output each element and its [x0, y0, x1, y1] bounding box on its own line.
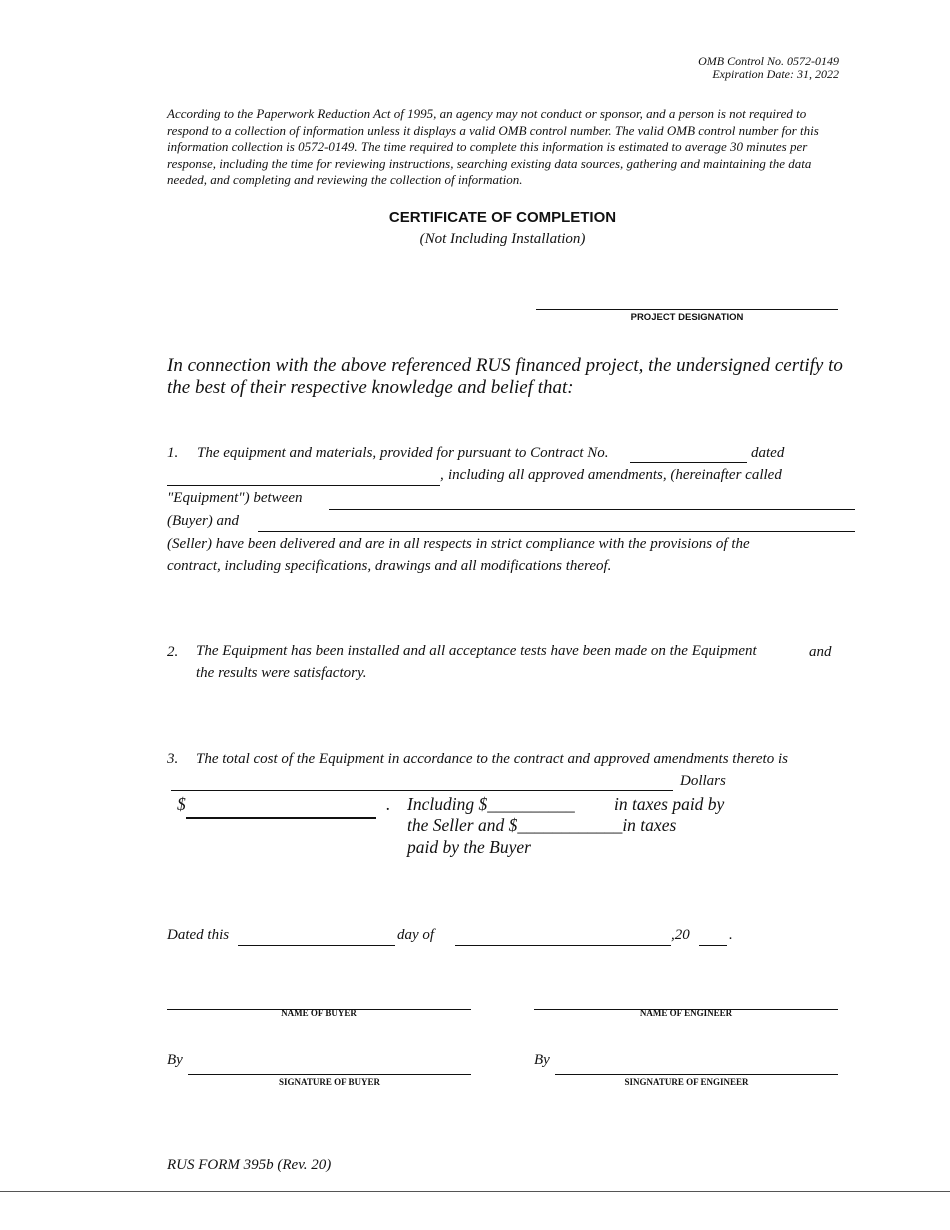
engineer-by-label: By	[534, 1052, 550, 1068]
item1-comma: ,	[440, 467, 444, 483]
year-field[interactable]	[699, 945, 727, 946]
buyer-signature-line[interactable]	[188, 1074, 471, 1075]
buyer-by-label: By	[167, 1052, 183, 1068]
name-of-engineer-label: NAME OF ENGINEER	[639, 1008, 733, 1018]
item2-number: 2.	[167, 644, 179, 660]
item3-seller-buyer-tax: the Seller and $____________in taxes	[407, 815, 677, 835]
item2-and: and	[809, 644, 832, 660]
dated-this-label: Dated this	[167, 927, 230, 943]
item3-number: 3.	[167, 751, 179, 767]
year-prefix-label: ,20	[671, 927, 690, 943]
contract-number-field[interactable]	[630, 462, 747, 463]
item3-paid-by-buyer: paid by the Buyer	[407, 837, 531, 857]
expiration-date: Expiration Date: 31, 2022	[712, 67, 839, 81]
page-subtitle: (Not Including Installation)	[419, 231, 586, 247]
item3-period: .	[386, 794, 391, 814]
item2-text-results: the results were satisfactory.	[196, 665, 367, 681]
item1-number: 1.	[167, 445, 179, 461]
contract-date-field[interactable]	[167, 485, 440, 486]
project-designation-field[interactable]	[536, 309, 838, 310]
project-designation-label: PROJECT DESIGNATION	[630, 312, 744, 323]
dated-period: .	[729, 927, 733, 943]
total-cost-amount-field[interactable]	[186, 817, 376, 819]
item3-including-seller-tax: Including $__________	[407, 794, 575, 814]
engineer-signature-line[interactable]	[555, 1074, 838, 1075]
item1-buyer-label: (Buyer) and	[167, 513, 240, 529]
item1-text-between: "Equipment") between	[167, 490, 303, 506]
buyer-name-field[interactable]	[329, 509, 855, 510]
signature-of-engineer-label: SINGNATURE OF ENGINEER	[624, 1077, 749, 1087]
item1-dated-label: dated	[751, 445, 785, 461]
item1-text-contract-specs: contract, including specifications, drawings and all modifications thereof.	[167, 558, 612, 574]
form-identifier: RUS FORM 395b (Rev. 20)	[167, 1157, 332, 1173]
month-field[interactable]	[455, 945, 671, 946]
day-field[interactable]	[238, 945, 395, 946]
item2-text-installed: The Equipment has been installed and all acceptance tests have been made on the Equipment	[196, 643, 757, 659]
item1-text-seller: (Seller) have been delivered and are in all respects in strict compliance with the provisions of the	[167, 536, 750, 552]
item1-text-amendments: including all approved amendments, (hereinafter called	[448, 467, 782, 483]
day-of-label: day of	[397, 927, 435, 943]
page-bottom-divider	[0, 1191, 950, 1192]
item3-dollars-label: Dollars	[680, 773, 726, 789]
seller-name-field[interactable]	[258, 531, 855, 532]
intro-statement: In connection with the above referenced RUS financed project, the undersigned certify to the best of their respective knowledge and belief that:	[167, 355, 843, 398]
signature-of-buyer-label: SIGNATURE OF BUYER	[278, 1077, 380, 1087]
total-cost-words-field[interactable]	[171, 790, 673, 791]
item3-text-total-cost: The total cost of the Equipment in accordance to the contract and approved amendments thereto is	[196, 751, 788, 767]
name-of-buyer-label: NAME OF BUYER	[281, 1008, 357, 1018]
paperwork-reduction-notice: According to the Paperwork Reduction Act of 1995, an agency may not conduct or sponsor, and a person is not required to respond to a collection of information unless it displays a valid OMB control number. The valid OMB control number for this information collection is 0572-0149. The time required to complete this information is estimated to average 30 minutes per response, including the time for reviewing instructions, searching existing data sources, gathering and maintaining the data needed, and completing and reviewing the collection of information.	[167, 106, 819, 188]
item3-dollar-sign: $	[177, 794, 186, 814]
page-title: CERTIFICATE OF COMPLETION	[388, 209, 617, 226]
item1-text-contract: The equipment and materials, provided for pursuant to Contract No.	[197, 445, 609, 461]
item3-taxes-paid-by: in taxes paid by	[614, 794, 725, 814]
omb-control-number: OMB Control No. 0572-0149	[698, 54, 839, 68]
